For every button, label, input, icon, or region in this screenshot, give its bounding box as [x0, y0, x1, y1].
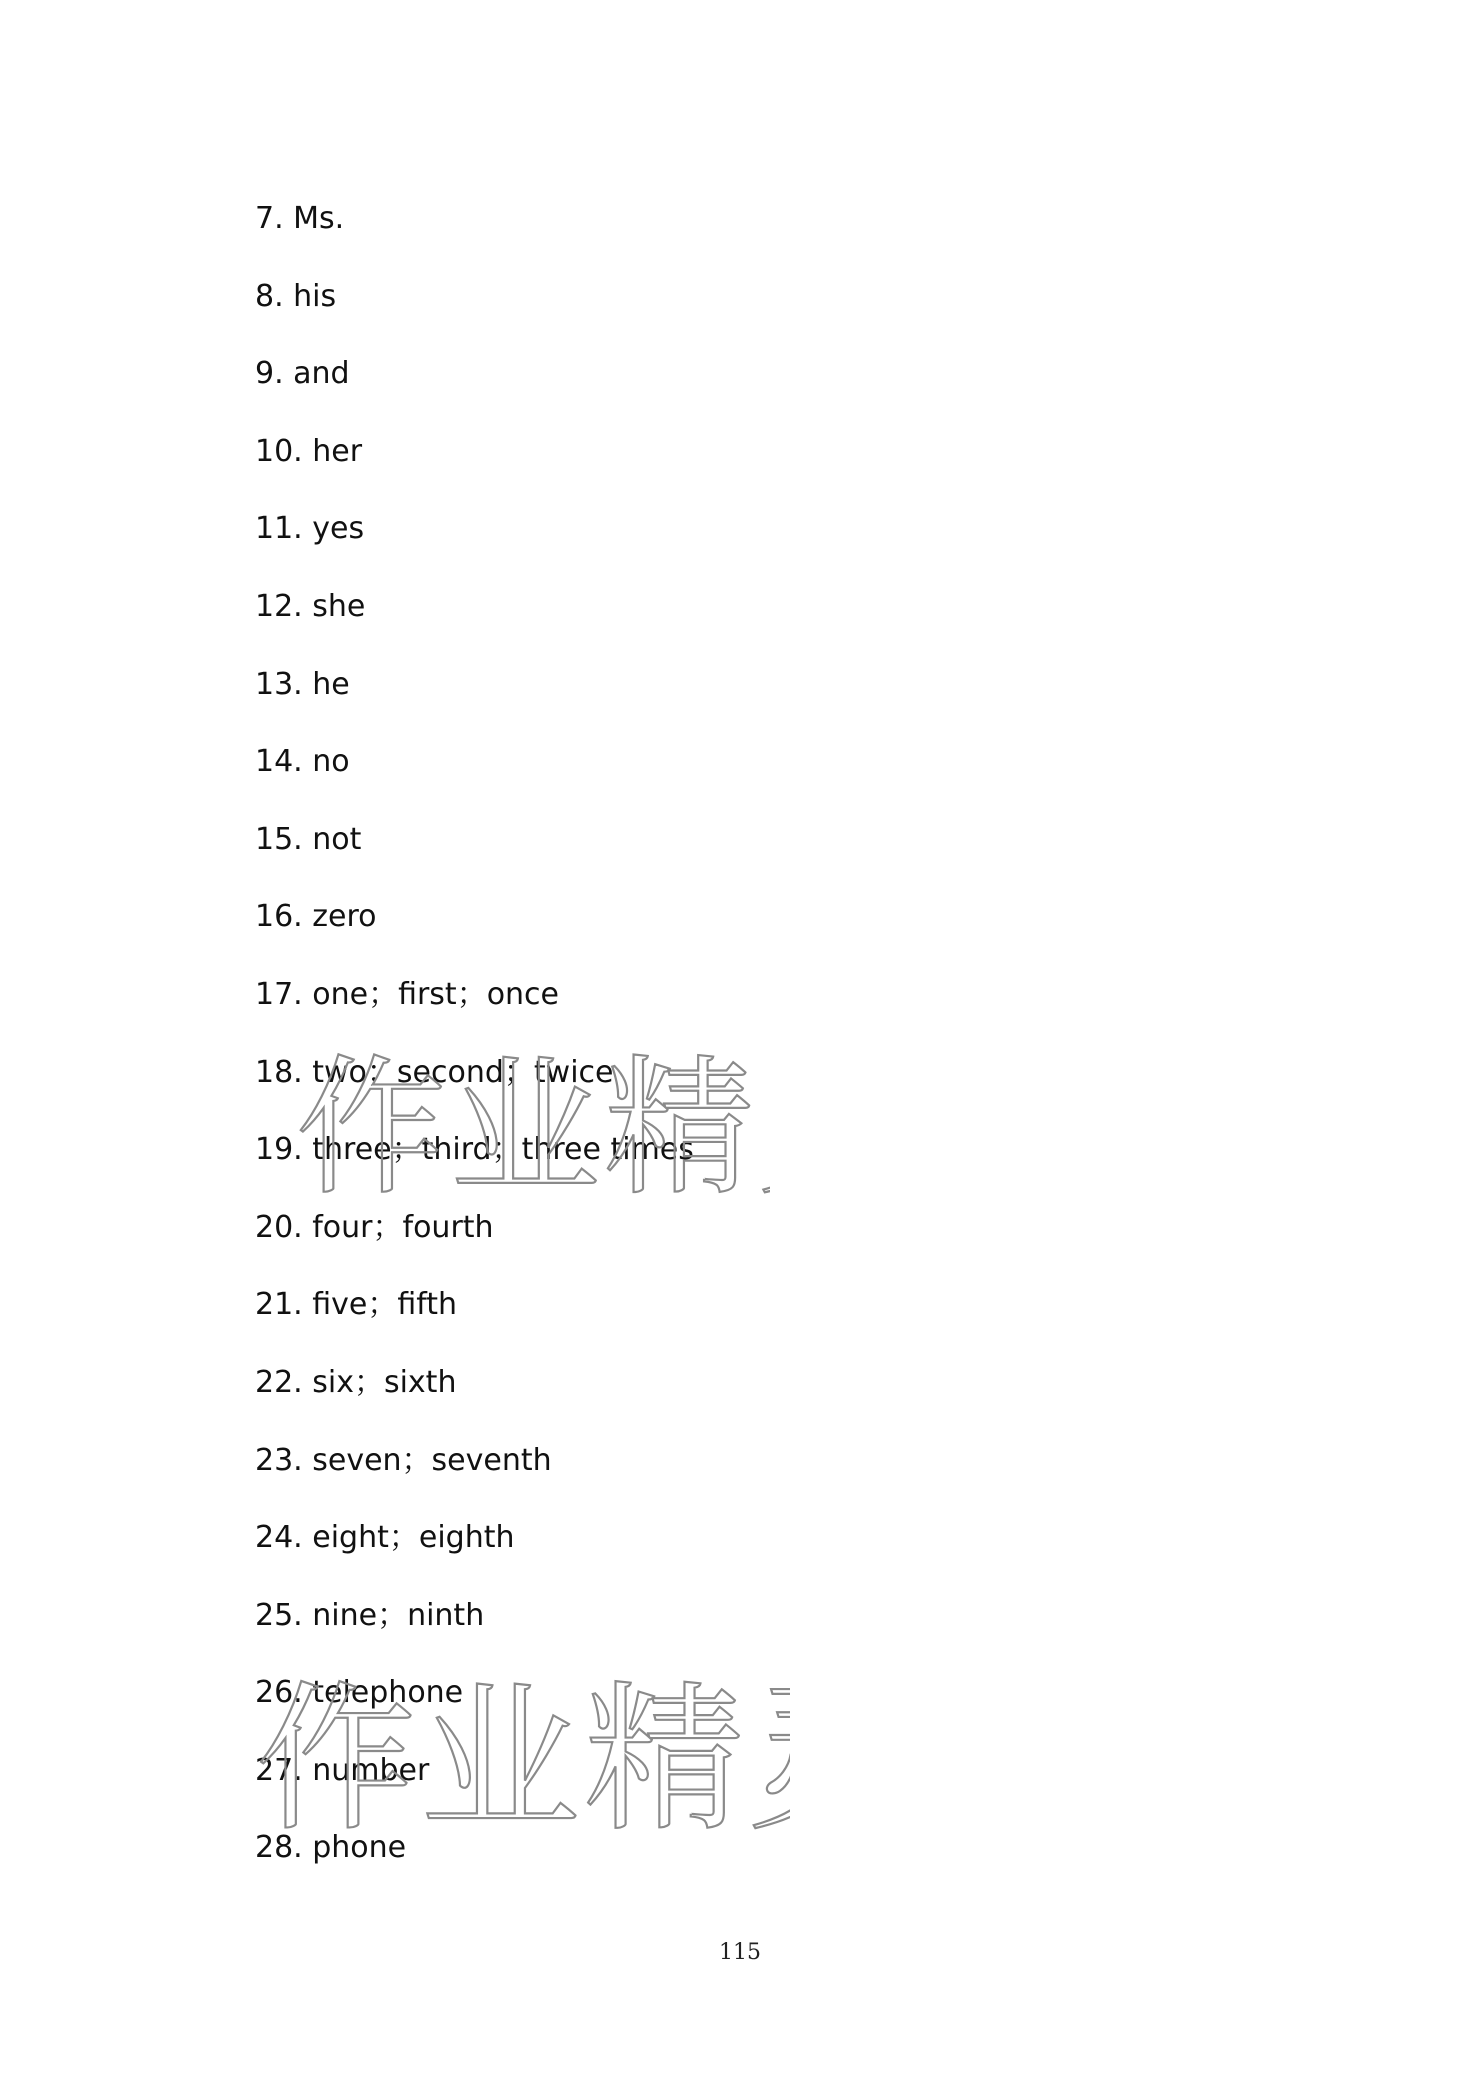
answer-item: 25. nine；ninth: [255, 1597, 485, 1633]
answer-item: 24. eight；eighth: [255, 1520, 515, 1556]
answer-item: 23. seven；seventh: [255, 1442, 552, 1478]
answer-item: 19. three；third；three times: [255, 1132, 694, 1168]
answer-item: 10. her: [255, 433, 363, 469]
answer-item: 28. phone: [255, 1830, 407, 1866]
answer-item: 13. he: [255, 666, 350, 702]
answer-list: [255, 196, 694, 1903]
answer-item: 8. his: [255, 278, 337, 314]
answer-item: 11. yes: [255, 511, 365, 547]
page-number: 115: [719, 1940, 761, 1965]
answer-item: 18. two；second；twice: [255, 1054, 614, 1090]
answer-item: 12. she: [255, 588, 366, 624]
watermark-text: 作业精: [256, 1666, 749, 1853]
answer-item: 9. and: [255, 356, 350, 392]
answer-item: 16. zero: [255, 899, 377, 935]
answer-item: 14. no: [255, 744, 350, 780]
answer-item: 27. number: [255, 1752, 430, 1788]
watermark-text: 作业精: [296, 1042, 759, 1216]
answer-item: 21. five；fifth: [255, 1287, 458, 1323]
answer-item: 7. Ms.: [255, 201, 345, 236]
answer-item: 20. four；fourth: [255, 1209, 494, 1245]
answer-item: 26. telephone: [255, 1675, 464, 1711]
answer-item: 22. six；sixth: [255, 1364, 457, 1400]
answer-item: 15. not: [255, 821, 362, 857]
answer-item: 17. one；first；once: [255, 976, 560, 1012]
